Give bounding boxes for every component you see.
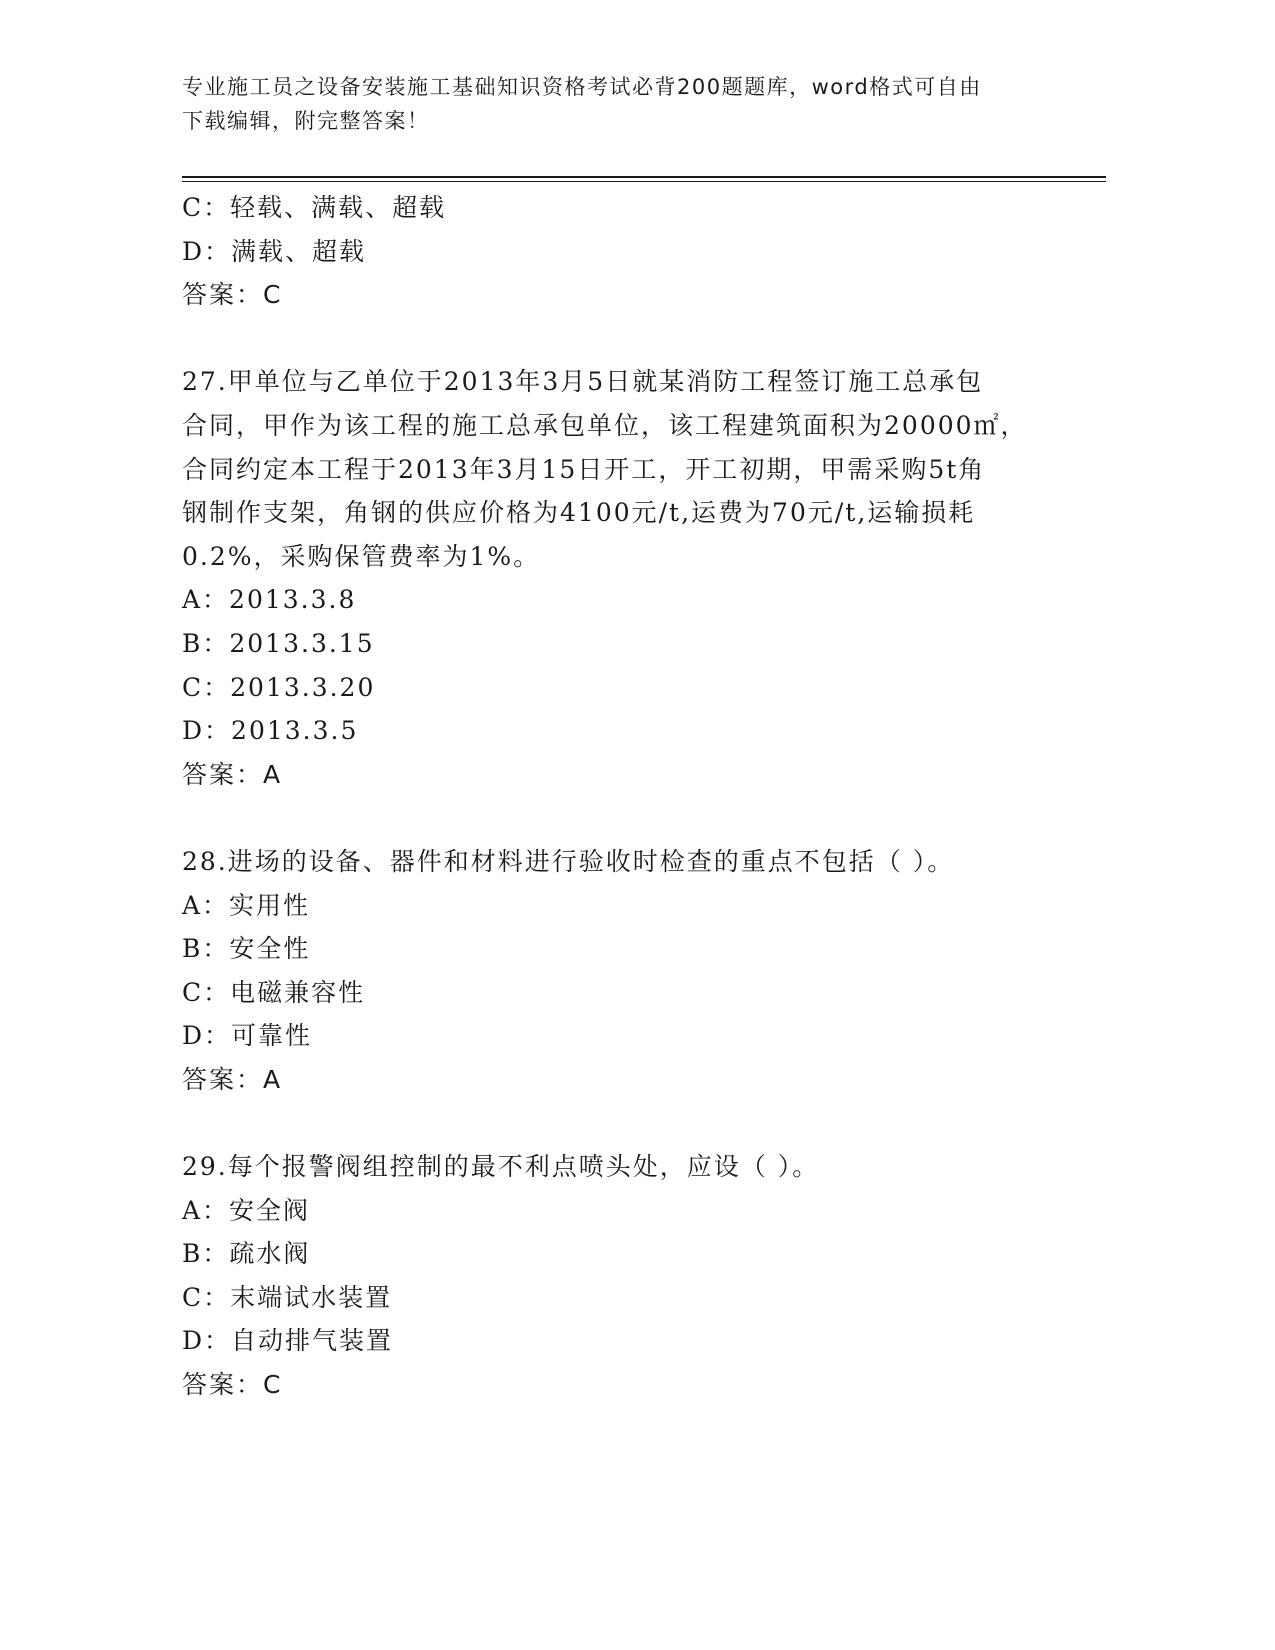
spacer (182, 317, 1062, 361)
carryover-block (182, 186, 1062, 317)
question-stem-line: 合同，甲作为该工程的施工总承包单位，该工程建筑面积为20000㎡， (182, 410, 1028, 440)
question-stem-line: 0.2%，采购保管费率为1%。 (182, 541, 541, 571)
option-b: B：疏水阀 (182, 1239, 311, 1269)
header-line-2: 下载编辑，附完整答案！ (182, 109, 430, 133)
header-divider-thick (182, 176, 1106, 178)
option-c: C：轻载、满载、超载 (182, 193, 447, 222)
spacer (182, 796, 1062, 840)
answer-line: 答案：C (182, 1370, 283, 1400)
option-c: C：2013.3.20 (182, 672, 376, 702)
option-c: C：电磁兼容性 (182, 977, 366, 1007)
question-29 (182, 1145, 1062, 1407)
question-stem-line: 28.进场的设备、器件和材料进行验收时检查的重点不包括（ ）。 (182, 846, 955, 876)
option-b: B：安全性 (182, 934, 311, 964)
question-stem-line: 27.甲单位与乙单位于2013年3月5日就某消防工程签订施工总承包 (182, 367, 984, 397)
answer-line: 答案：C (182, 280, 283, 310)
option-d: D：2013.3.5 (182, 716, 359, 746)
option-a: A：安全阀 (182, 1195, 311, 1225)
question-stem-line: 29.每个报警阀组控制的最不利点喷头处，应设（ ）。 (182, 1152, 820, 1182)
question-28 (182, 840, 1062, 1102)
answer-line: 答案：A (182, 759, 283, 789)
option-d: D：可靠性 (182, 1021, 313, 1051)
option-b: B：2013.3.15 (182, 628, 375, 658)
question-stem-line: 钢制作支架，角钢的供应价格为4100元/t,运费为70元/t,运输损耗 (182, 498, 976, 528)
question-stem-line: 合同约定本工程于2013年3月15日开工，开工初期，甲需采购5t角 (182, 454, 986, 484)
option-d: D：满载、超载 (182, 236, 367, 266)
option-a: A：实用性 (182, 890, 311, 920)
question-content (182, 186, 1062, 1407)
option-d: D：自动排气装置 (182, 1326, 394, 1356)
option-c: C：末端试水装置 (182, 1282, 393, 1312)
option-a: A：2013.3.8 (182, 585, 357, 615)
header-line-1: 专业施工员之设备安装施工基础知识资格考试必背200题题库，word格式可自由 (182, 75, 982, 99)
question-27 (182, 360, 1062, 796)
answer-line: 答案：A (182, 1064, 283, 1094)
header-divider-thin (182, 181, 1106, 182)
spacer (182, 1101, 1062, 1145)
document-header (182, 70, 1062, 138)
